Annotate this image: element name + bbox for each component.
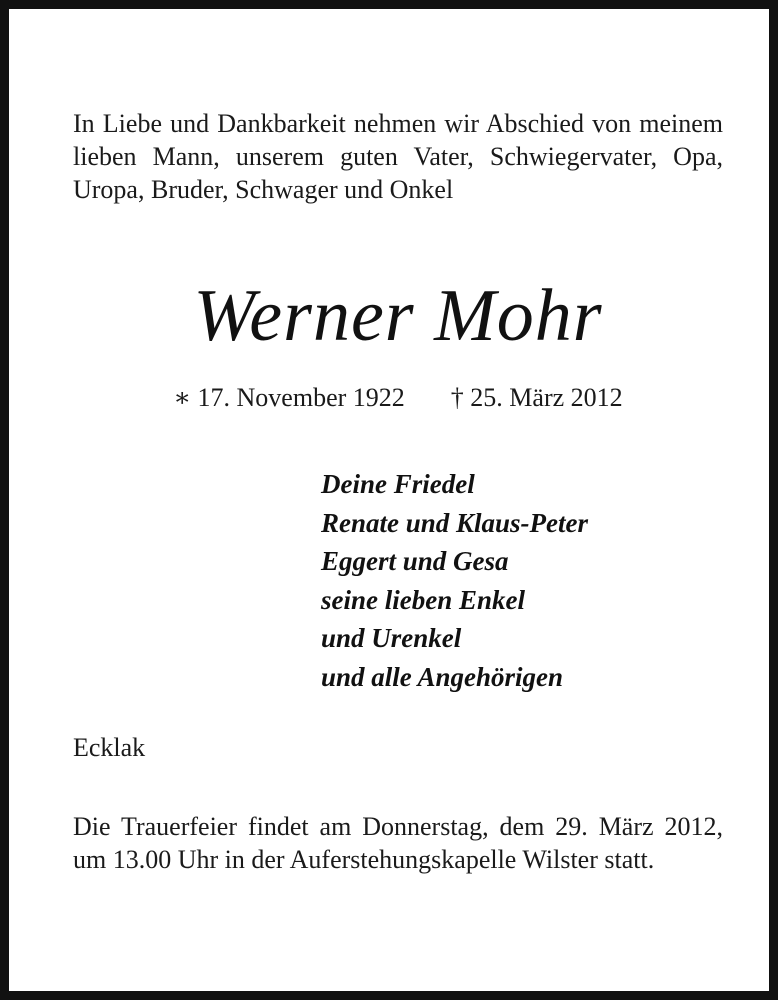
mourner-line: Deine Friedel	[321, 469, 475, 499]
mourners-list	[321, 465, 588, 696]
birth-date: ∗ 17. November 1922	[173, 383, 405, 412]
mourner-line: Eggert und Gesa	[321, 546, 509, 576]
mourner-line: Renate und Klaus-Peter	[321, 507, 589, 538]
death-date: † 25. März 2012	[450, 383, 623, 412]
intro-text: In Liebe und Dankbarkeit nehmen wir Abschied von meinem lieben Mann, unserem guten Vater, Schwiegervater, Opa, Uropa, Bruder, Schwager und Onkel	[73, 109, 723, 204]
deceased-name: Werner Mohr	[193, 275, 603, 357]
life-dates	[9, 381, 778, 415]
place-name: Ecklak	[73, 733, 146, 762]
mourner-line: seine lieben Enkel	[321, 584, 525, 615]
mourner-line: und alle Angehörigen	[321, 661, 564, 692]
mourner-line: und Urenkel	[321, 623, 462, 653]
ceremony-info: Die Trauerfeier findet am Donnerstag, dem 29. März 2012, um 13.00 Uhr in der Auferstehungskapelle Wilster statt.	[73, 812, 723, 874]
